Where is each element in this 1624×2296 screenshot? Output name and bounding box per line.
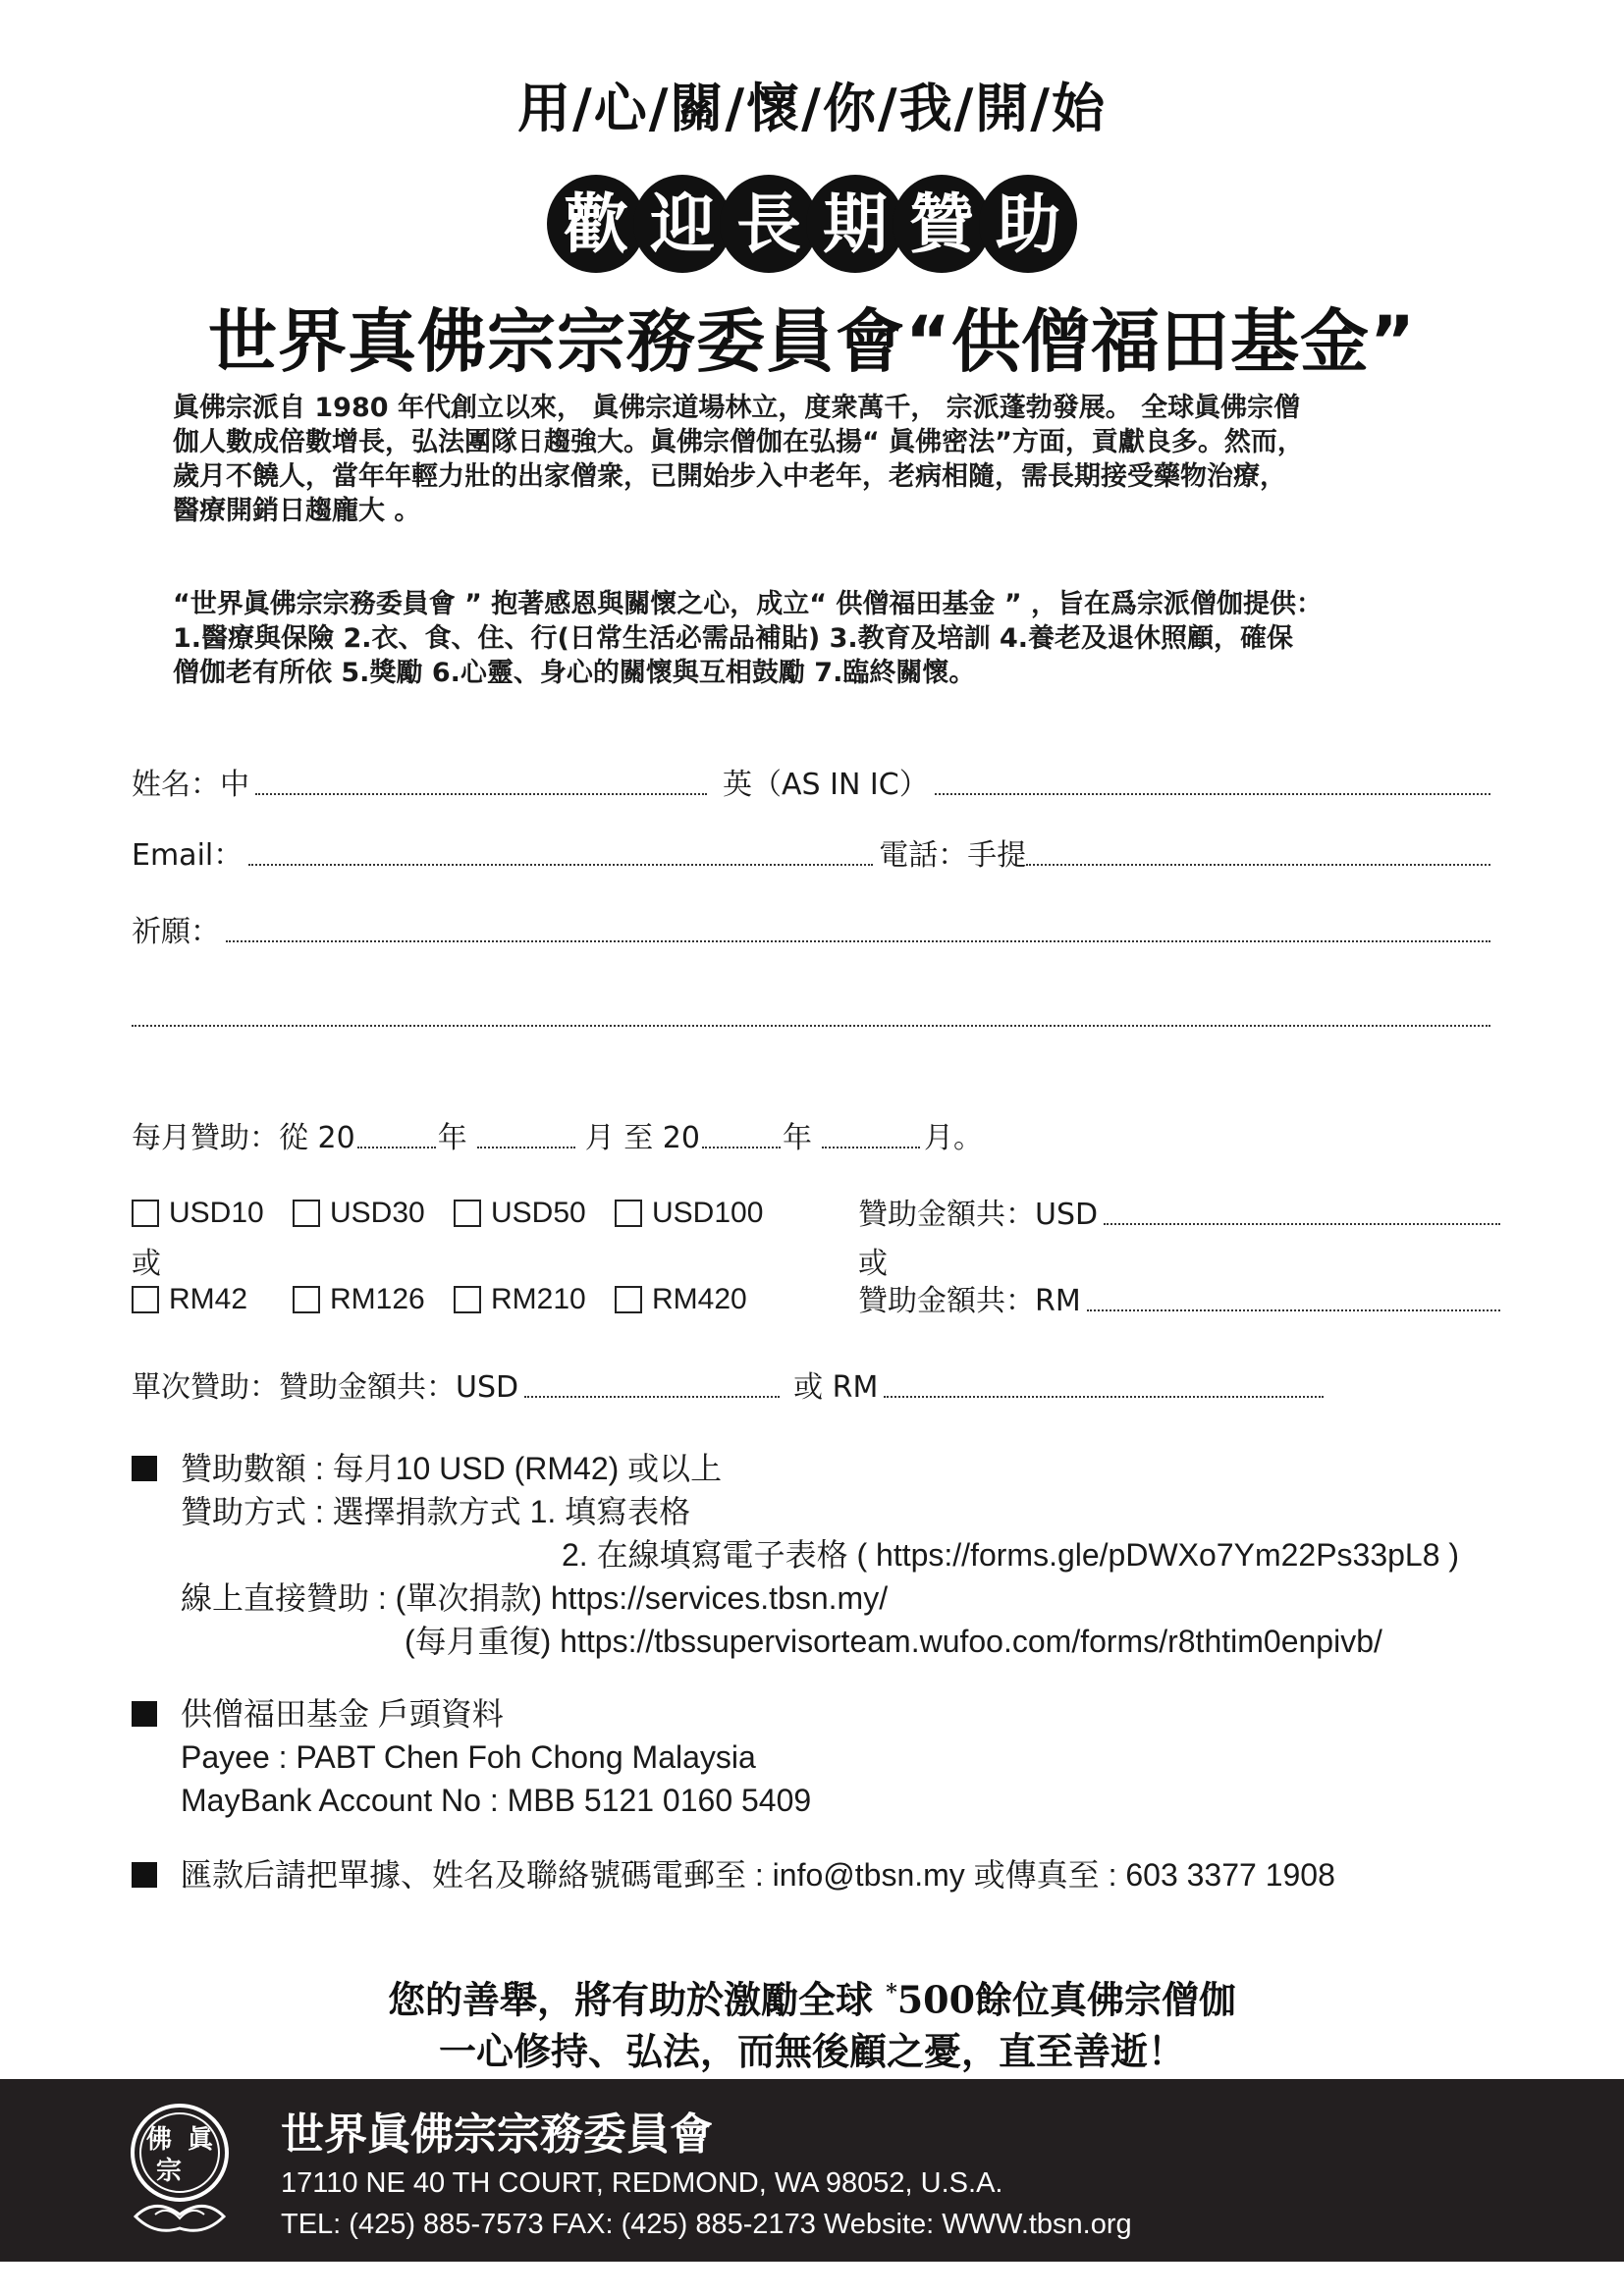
welcome-char: 助 [979,175,1077,273]
logo-char: 眞 [187,2125,214,2155]
single-or-label: 或 RM [793,1370,879,1405]
checkbox[interactable] [132,1200,159,1227]
month-to-label: 月 至 20 [584,1121,700,1155]
wish-field-2[interactable] [132,1025,1490,1027]
slogan: 用/心/關/懷/你/我/開/始 [516,77,1108,139]
footer [0,2079,1624,2262]
name-en-label: 英（AS IN IC） [723,768,929,802]
logo-char: 宗 [155,2157,183,2186]
org-contact: TEL: (425) 885-7573 FAX: (425) 885-2173 Website: WWW.tbsn.org [281,2209,1132,2240]
month-end-label: 月。 [923,1121,983,1155]
name-row [132,764,1496,803]
donation-info [132,1447,1459,1663]
year-label: 年 [782,1121,812,1155]
end-year-field[interactable] [702,1147,781,1148]
account-info [132,1692,811,1822]
purpose-paragraph [173,587,1449,690]
single-donation-row [132,1366,1329,1406]
email-row [132,834,1496,874]
checkbox[interactable] [615,1286,642,1313]
remittance-text: 匯款后請把單據、姓名及聯絡號碼電郵至 : info@tbsn.my 或傳真至 : 603 3377 1908 [181,1857,1335,1893]
name-cn-label: 姓名：中 [132,768,249,802]
option-usd10[interactable]: USD10 [132,1197,265,1230]
option-rm210[interactable]: RM210 [454,1283,587,1316]
usd-options [132,1194,790,1233]
payee: Payee : PABT Chen Foh Chong Malaysia [181,1739,756,1775]
total-rm-field[interactable] [1087,1309,1500,1311]
name-en-field[interactable] [935,793,1490,795]
intro-line: 伽人數成倍數增長，弘法團隊日趨強大。眞佛宗僧伽在弘揚“ 眞佛密法”方面，貢獻良多。然而， [173,427,1304,457]
checkbox[interactable] [454,1286,481,1313]
checkbox[interactable] [132,1286,159,1313]
option-usd100[interactable]: USD100 [615,1197,763,1230]
email-field[interactable] [248,864,873,866]
wish-row [132,911,1496,950]
org-name: 世界眞佛宗宗務委員會 [281,2109,713,2160]
name-cn-field[interactable] [255,793,707,795]
account-title: 供僧福田基金 戶頭資料 [181,1696,504,1732]
wish-label: 祈願： [132,915,220,949]
logo-char: 佛 [145,2125,173,2155]
welcome-banner [0,175,1624,273]
end-month-field[interactable] [822,1147,920,1148]
total-usd-row [858,1194,1506,1233]
online-monthly-link[interactable]: (每月重復) https://tbssupervisorteam.wufoo.com/forms/r8thtim0enpivb/ [405,1624,1382,1659]
donation-method: 贊助方式 : 選擇捐款方式 1. 填寫表格 [181,1494,691,1529]
welcome-char: 贊 [893,175,991,273]
donation-method-online-form[interactable]: 2. 在線填寫電子表格 ( https://forms.gle/pDWXo7Ym22Ps33pL8 ) [562,1537,1460,1573]
option-rm42[interactable]: RM42 [132,1283,265,1316]
square-bullet-icon [132,1701,157,1727]
or-label: 或 [132,1247,161,1281]
single-rm-field[interactable] [884,1396,1324,1398]
start-year-field[interactable] [357,1147,436,1148]
welcome-char: 期 [806,175,904,273]
intro-paragraph [173,391,1449,528]
remittance-info [132,1853,1335,1896]
start-month-field[interactable] [477,1147,575,1148]
intro-line: 醫療開銷日趨龐大 。 [173,496,421,526]
option-rm420[interactable]: RM420 [615,1283,747,1316]
year-label: 年 [437,1121,467,1155]
donation-amount: 贊助數額 : 每月10 USD (RM42) 或以上 [181,1451,723,1486]
monthly-label: 每月贊助：從 20 [132,1121,355,1155]
checkbox[interactable] [615,1200,642,1227]
intro-line: 歲月不饒人，當年年輕力壯的出家僧衆，已開始步入中老年，老病相隨，需長期接受藥物治療， [173,461,1286,492]
intro-line: 眞佛宗派自 1980 年代創立以來， 眞佛宗道場林立，度衆萬千， 宗派蓬勃發展。 全球眞佛宗僧 [173,393,1301,423]
wish-row-2 [132,995,1496,1035]
monthly-row [132,1117,983,1156]
single-usd-field[interactable] [524,1396,780,1398]
total-usd-label: 贊助金額共：USD [858,1198,1099,1232]
welcome-char: 迎 [633,175,731,273]
square-bullet-icon [132,1862,157,1888]
total-rm-row [858,1280,1506,1319]
purpose-line: “世界眞佛宗宗務委員會 ” 抱著感恩與關懷之心，成立“ 供僧福田基金 ” ，旨在爲宗派僧伽提供： [173,589,1323,619]
phone-field[interactable] [1026,864,1490,866]
option-usd50[interactable]: USD50 [454,1197,587,1230]
checkbox[interactable] [293,1200,320,1227]
option-rm126[interactable]: RM126 [293,1283,426,1316]
wish-field[interactable] [226,940,1490,942]
purpose-line: 僧伽老有所依 5.獎勵 6.心靈、身心的關懷與互相鼓勵 7.臨終關懷。 [173,658,976,688]
online-single-link[interactable]: 線上直接贊助 : (單次捐款) https://services.tbsn.my/ [181,1580,889,1616]
checkbox[interactable] [293,1286,320,1313]
total-rm-label: 贊助金額共：RM [858,1284,1081,1318]
email-label: Email： [132,838,244,873]
page-title: 世界真佛宗宗務委員會“供僧福田基金” [207,301,1416,382]
tbsn-logo-icon [126,2099,234,2246]
single-label: 單次贊助：贊助金額共：USD [132,1370,519,1405]
org-address: 17110 NE 40 TH COURT, REDMOND, WA 98052, U.S.A. [281,2167,1003,2199]
option-usd30[interactable]: USD30 [293,1197,426,1230]
or-label: 或 [858,1247,888,1281]
welcome-char: 歡 [547,175,645,273]
phone-label: 電話：手提 [879,838,1027,873]
account-number: MayBank Account No : MBB 5121 0160 5409 [181,1783,812,1818]
purpose-line: 1.醫療與保險 2.衣、食、住、行(日常生活必需品補貼) 3.教育及培訓 4.養老及退休照顧，確保 [173,623,1294,654]
total-usd-field[interactable] [1104,1223,1500,1225]
closing-message: 您的善舉，將有助於激勵全球 *500餘位真佛宗僧伽 一心修持、弘法，而無後顧之憂，直至善逝！ [387,1977,1237,2073]
rm-options [132,1280,775,1319]
checkbox[interactable] [454,1200,481,1227]
square-bullet-icon [132,1456,157,1481]
welcome-char: 長 [720,175,818,273]
